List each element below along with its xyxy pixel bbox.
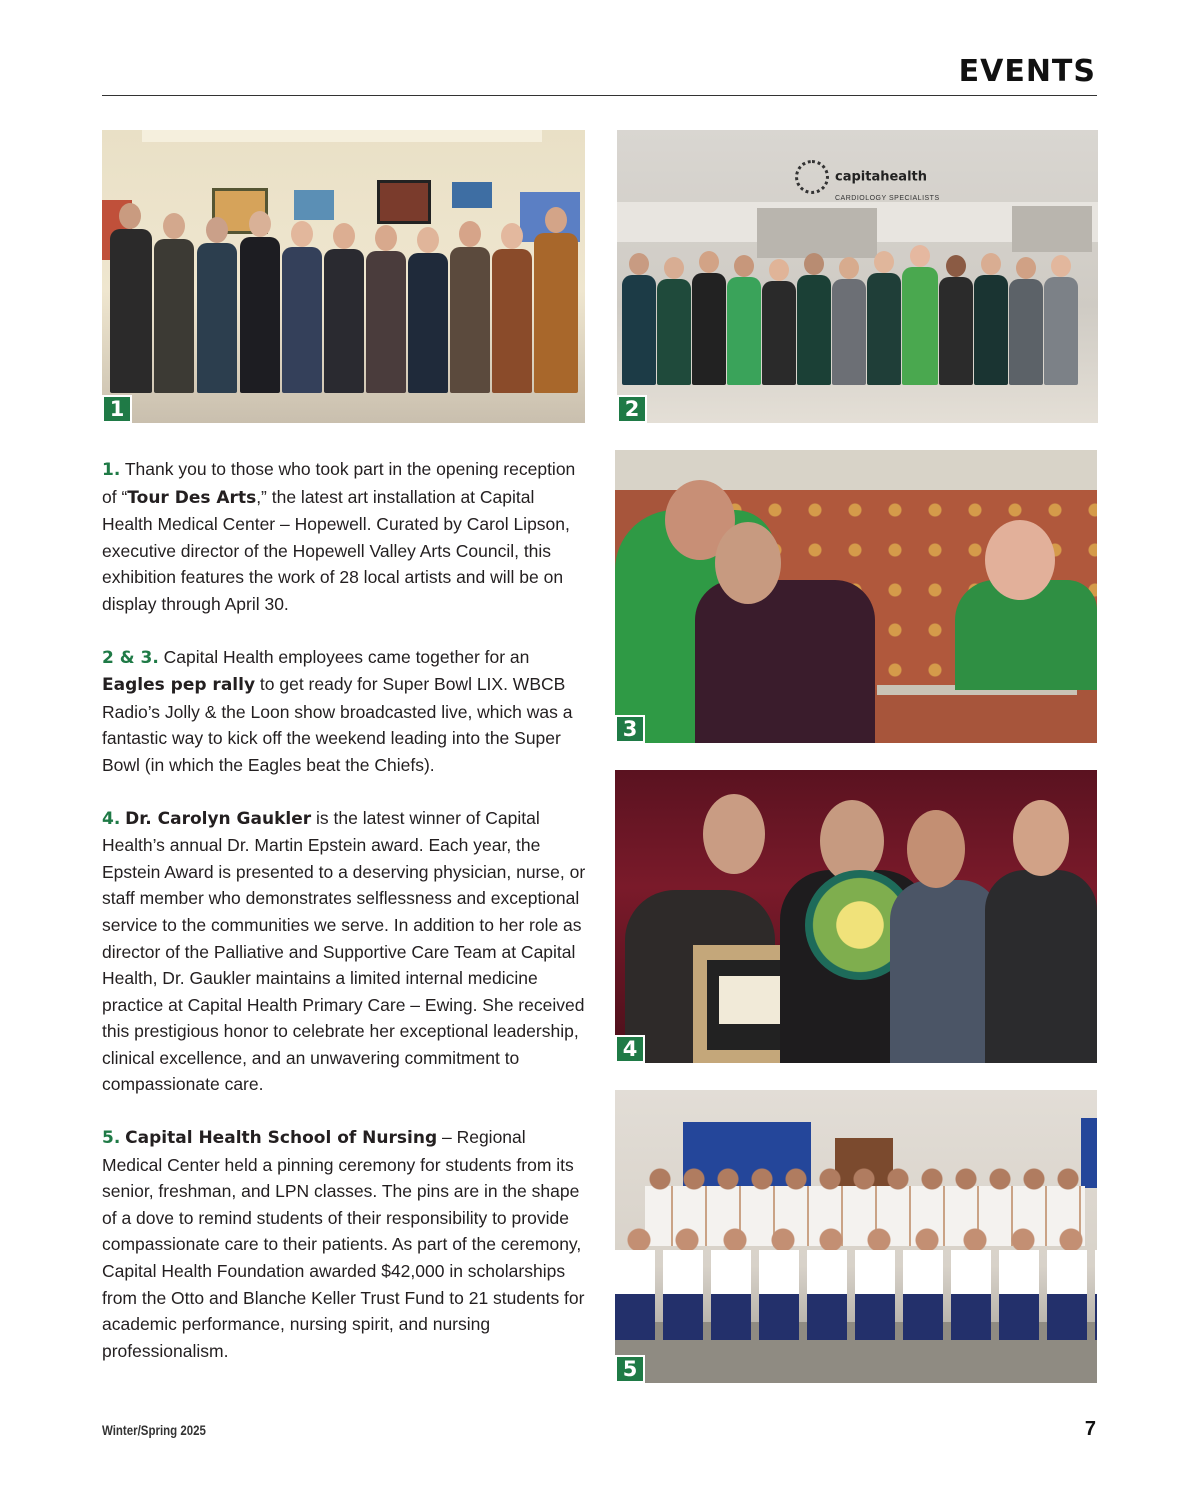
section-title: EVENTS [958, 54, 1096, 89]
photo-5 [615, 1090, 1097, 1383]
article-number: 4. [102, 808, 121, 829]
article-1 [102, 456, 588, 618]
photo-3 [615, 450, 1097, 743]
sign-subtitle: CARDIOLOGY SPECIALISTS [835, 195, 940, 202]
photo-number-badge: 1 [102, 395, 132, 423]
sign-brand: capitahealth [835, 169, 927, 185]
logo-icon [795, 160, 829, 194]
photo-number-badge: 4 [615, 1035, 645, 1063]
photo-number-badge: 5 [615, 1355, 645, 1383]
article-highlight: Tour Des Arts [127, 487, 257, 508]
photo-1 [102, 130, 585, 423]
article-text: – Regional Medical Center held a pinning ceremony for students from its senior, freshman, and LPN classes. The pins are in the shape of a dove to remind students of their responsibility to provide compassionate care to their patients. As part of the ceremony, Capital Health Foundation awarded $42,000 in scholarships from the Otto and Blanche Keller Trust Fund to 21 students for academic performance, nursing spirit, and nursing professionalism. [102, 1127, 585, 1361]
article-text: to get ready for Super Bowl LIX. WBCB Radio’s Jolly & the Loon show broadcasted live, which was a fantastic way to kick off the weekend leading into the Super Bowl (in which the Eagles beat the Chiefs). [102, 674, 573, 775]
issue-label: Winter/Spring 2025 [102, 1422, 206, 1438]
article-text: is the latest winner of Capital Health’s annual Dr. Martin Epstein award. Each year, the Epstein Award is presented to a deserving physician, nurse, or staff member who demonstrates selflessness and exceptional service to the communities we serve. In addition to her role as director of the Palliative and Supportive Care Team at Capital Health, Dr. Gaukler maintains a limited internal medicine practice at Capital Health Primary Care – Ewing. She received this prestigious honor to celebrate her exceptional leadership, clinical excellence, and an unwavering commitment to compassionate care. [102, 807, 586, 1095]
header-divider [102, 95, 1097, 96]
article-number: 2 & 3. [102, 647, 159, 668]
article-4 [102, 805, 588, 1099]
article-text: Capital Health employees came together for an [158, 646, 530, 667]
article-text: Thank you to those who took part in the opening reception of “ [102, 459, 576, 507]
photo-4 [615, 770, 1097, 1063]
article-2-3 [102, 644, 588, 779]
article-text: ,” the latest art installation at Capital Health Medical Center – Hopewell. Curated by Carol Lipson, executive director of the Hopewell Valley Arts Council, this exhibition features the work of 28 local artists and will be on display through April 30. [102, 486, 570, 614]
article-number: 1. [102, 460, 121, 480]
photo-number-badge: 3 [615, 715, 645, 743]
sign-logo [795, 160, 927, 194]
article-column [102, 456, 588, 1390]
article-highlight: Eagles pep rally [102, 675, 256, 696]
page-number: 7 [1084, 1418, 1096, 1440]
article-highlight: Capital Health School of Nursing [125, 1128, 438, 1149]
article-highlight: Dr. Carolyn Gaukler [125, 808, 312, 829]
article-5 [102, 1124, 588, 1364]
photo-2 [617, 130, 1098, 423]
article-number: 5. [102, 1128, 121, 1149]
photo-number-badge: 2 [617, 395, 647, 423]
